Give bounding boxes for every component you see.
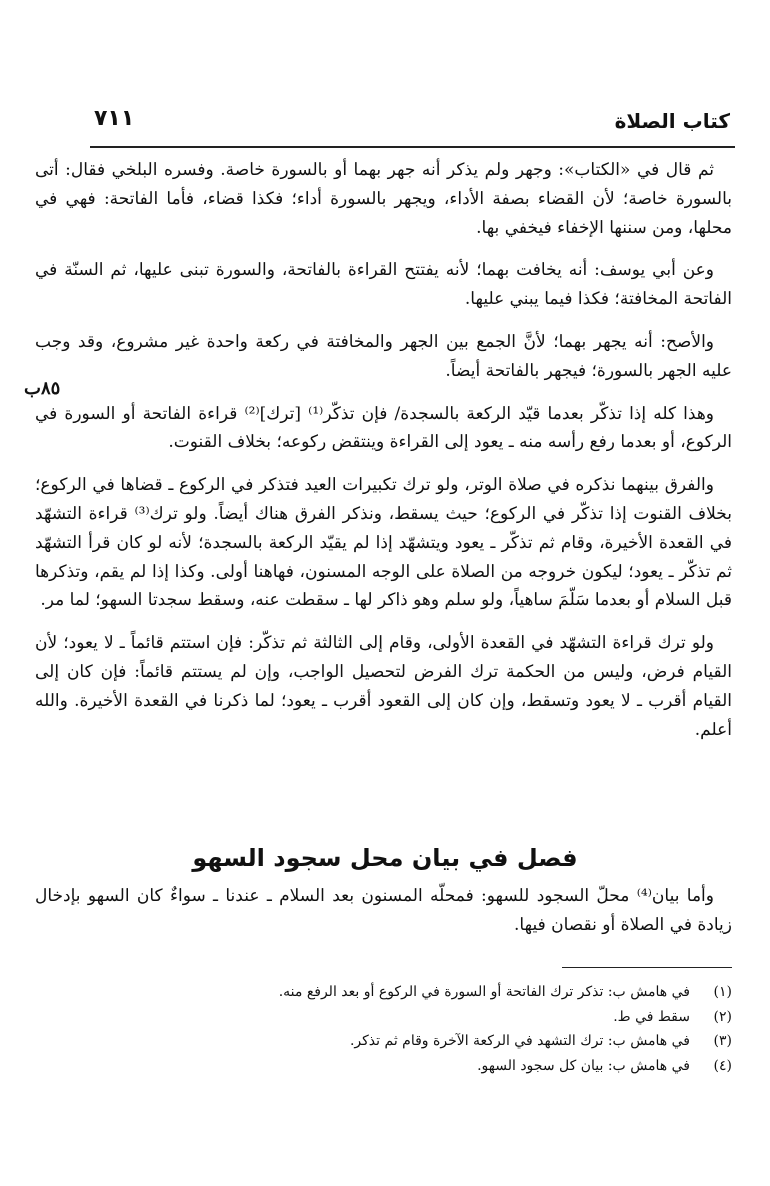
footnote	[35, 1054, 732, 1079]
footnote-text: سقط في ط.	[613, 1008, 690, 1025]
section-text	[35, 882, 732, 954]
footnote-number: (٣)	[713, 1033, 732, 1049]
footnote	[35, 1005, 732, 1030]
footnote-rule	[562, 967, 732, 968]
footnote-text: في هامش ب: تذكر ترك الفاتحة أو السورة في الركوع أو بعد الرفع منه.	[278, 984, 690, 1000]
paragraph-1: ثم قال في «الكتاب»: وجهر ولم يذكر أنه جهر بهما أو بالسورة خاصة. وفسره البلخي فقال: أتى بالسورة خاصة؛ لأن القضاء بصفة الأداء، ويجهر بالسورة أداء؛ فكذا قضاء، فأما الفاتحة: فهي في محلها، ومن سننها الإخفاء فيخفي بها.	[35, 160, 732, 238]
paragraph-2: وعن أبي يوسف: أنه يخافت بهما؛ لأنه يفتتح القراءة بالفاتحة، والسورة تبنى عليها، ثم السنّة في الفاتحة المخافتة؛ فكذا فيما يبني عليها.	[35, 260, 732, 310]
footnote-number: (٤)	[713, 1057, 732, 1074]
footnote	[35, 1029, 732, 1054]
paragraph-4: وهذا كله إذا تذكّر بعدما قيّد الركعة بالسجدة/ فإن تذكّر⁽¹⁾ [ترك]⁽²⁾ قراءة الفاتحة أو السورة في الركوع، أو بعدما رفع رأسه منه ـ يعود إلى القراءة وينتقض ركوعه؛ بخلاف القنوت.	[35, 403, 732, 453]
footnote	[35, 980, 732, 1005]
paragraph-3: والأصح: أنه يجهر بهما؛ لأنَّ الجمع بين الجهر والمخافتة في ركعة واحدة غير مشروع، وقد وجب عليه الجهر بالسورة؛ فيجهر بالفاتحة أيضاً.	[35, 331, 732, 381]
page-number: ٧١١	[94, 106, 135, 131]
main-text	[35, 156, 732, 758]
footnote-text: في هامش ب: ترك التشهد في الركعة الآخرة وقام ثم تذكر.	[349, 1033, 690, 1049]
book-title: كتاب الصلاة	[614, 109, 730, 133]
paragraph-5: والفرق بينهما نذكره في صلاة الوتر، ولو ترك تكبيرات العيد فتذكر في الركوع ـ قضاها في الركوع؛ بخلاف القنوت إذا تذكّر في الركوع؛ حيث يسقط، ونذكر الفرق هناك أيضاً. ولو ترك⁽³⁾ قراءة التشهّد في القعدة الأخيرة، وقام ثم تذكّر ـ يعود ويتشهّد إذا لم يقيّد الركعة بالسجدة؛ لأنه لو كان قرأ التشهّد ثم تذكّر ـ يعود؛ ليكون خروجه من الصلاة على الوجه المسنون، فهاهنا أولى. وكذا إذا لم يقم، وتذكرها قبل السلام أو بعدما سَلّمَ ساهياً، ولو سلم وهو ذاكر لها ـ سقطت عنه، وسقط سجدتا السهو؛ لما مر.	[35, 475, 733, 611]
footnote-number: (١)	[713, 984, 732, 1000]
section-heading: فصل في بيان محل سجود السهو	[192, 844, 578, 872]
running-header	[90, 103, 730, 143]
footnote-number: (٢)	[713, 1008, 732, 1025]
header-rule	[90, 146, 735, 148]
footnotes	[35, 980, 732, 1078]
margin-folio-note: ٨٥ب	[24, 378, 61, 399]
section-paragraph: وأما بيان⁽⁴⁾ محلّ السجود للسهو: فمحلّه المسنون بعد السلام ـ عندنا ـ سواءٌ كان السهو بإدخال زيادة في الصلاة أو نقصان فيها.	[35, 886, 732, 935]
paragraph-6: ولو ترك قراءة التشهّد في القعدة الأولى، وقام إلى الثالثة ثم تذكّر: فإن استتم قائماً ـ لا يعود؛ لأن القيام فرض، وليس من الحكمة ترك الفرض لتحصيل الواجب، وإن لم يستتم قائماً: فإن كان إلى القيام أقرب ـ لا يعود وتسقط، وإن كان إلى القعود أقرب ـ يعود؛ لما ذكرنا في القعدة الأخيرة. والله أعلم.	[35, 633, 732, 740]
footnote-text: في هامش ب: بيان كل سجود السهو.	[477, 1057, 690, 1074]
